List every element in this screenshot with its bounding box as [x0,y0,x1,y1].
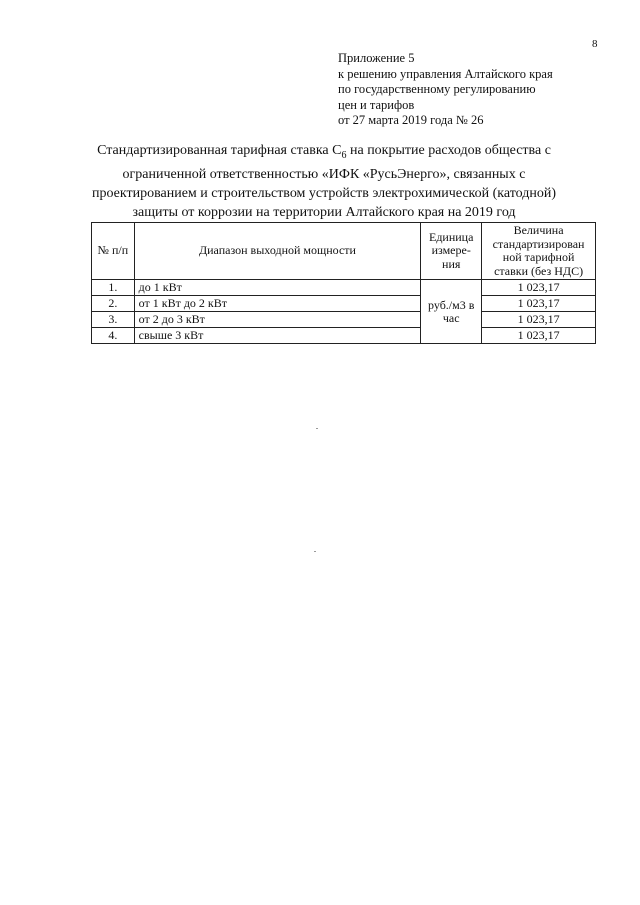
row-num: 3. [92,312,135,328]
scan-speck [316,428,318,429]
header-unit: Единица измере-ния [421,223,482,280]
header-value: Величина стандартизирован ной тарифной ставки (без НДС) [482,223,596,280]
appendix-line: по государственному регулированию [338,82,536,96]
table-row [92,296,596,312]
scan-speck [314,551,316,552]
page-number: 8 [592,38,598,50]
row-num: 4. [92,328,135,344]
row-range: от 1 кВт до 2 кВт [134,296,421,312]
row-num: 1. [92,280,135,296]
appendix-block [338,51,553,129]
header-range: Диапазон выходной мощности [134,223,421,280]
appendix-line: цен и тарифов [338,97,415,112]
row-value: 1 023,17 [482,296,596,312]
title-subscript: 6 [341,149,347,161]
document-title [80,141,568,222]
row-num: 2. [92,296,135,312]
table-row [92,280,596,296]
row-range: свыше 3 кВт [134,328,421,344]
appendix-line: от 27 марта 2019 года № 26 [338,113,484,127]
appendix-line: Приложение 5 [338,51,415,65]
row-value: 1 023,17 [482,328,596,344]
row-range: от 2 до 3 кВт [134,312,421,328]
table-row [92,312,596,328]
row-value: 1 023,17 [482,312,596,328]
tariff-table [91,222,596,344]
header-num: № п/п [92,223,135,280]
title-text-start: Стандартизированная тарифная ставка С [97,143,342,158]
unit-cell: руб./м3 в час [421,280,482,344]
title-text-end: на покрытие расходов общества с ограниченной ответственностью «ИФК «РусьЭнерго», связанных с проектированием и строительством устройств электрохимической (катодной) защиты от коррозии на территории Алтайского края на 2019 год [91,143,557,220]
row-value: 1 023,17 [482,280,596,296]
appendix-line: к решению управления Алтайского края [338,66,553,81]
table-row [92,328,596,344]
row-range: до 1 кВт [134,280,421,296]
